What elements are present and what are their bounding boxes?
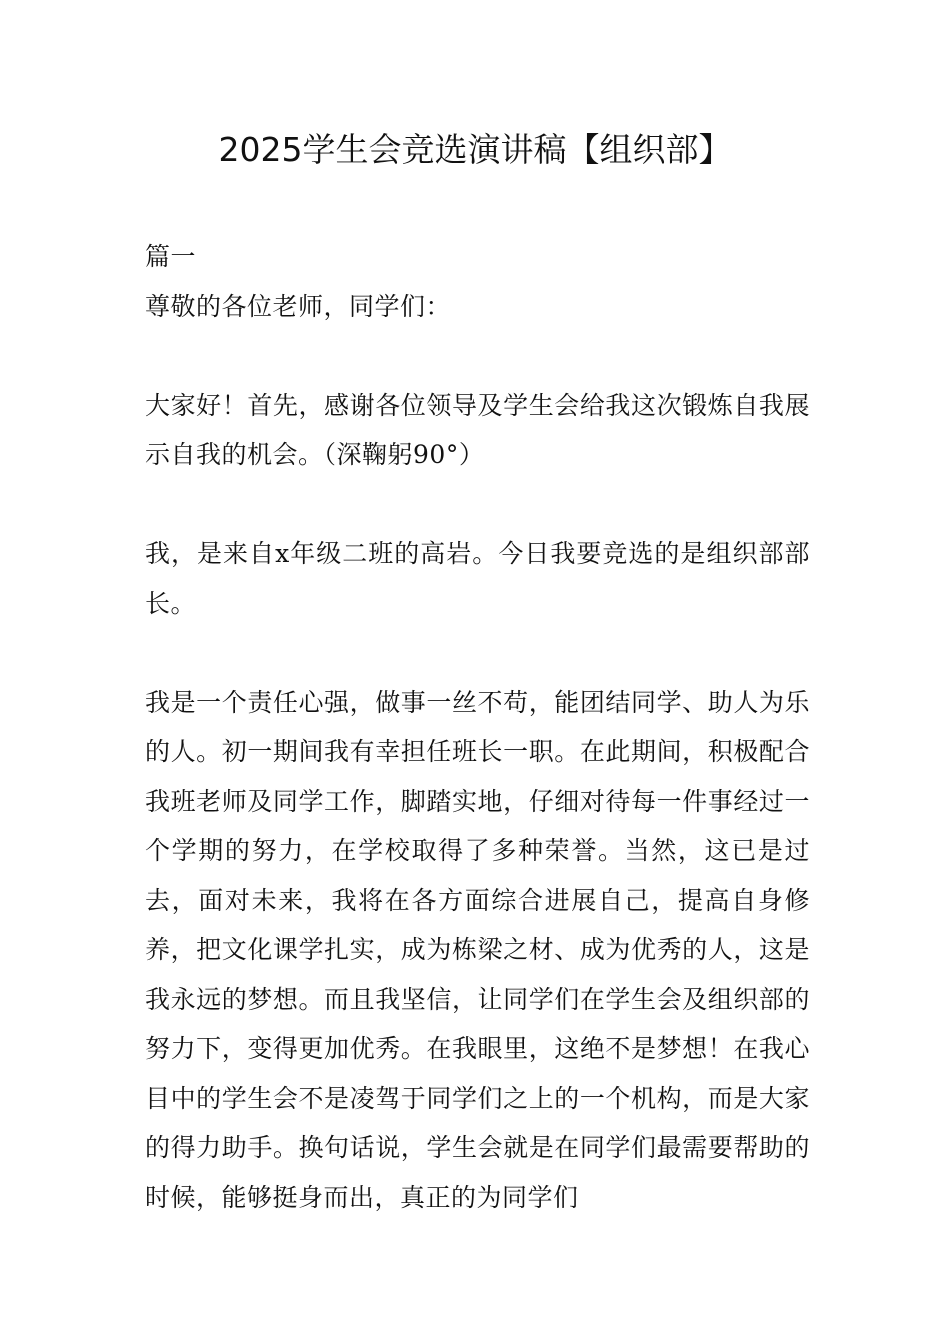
paragraph-spacer (145, 628, 810, 678)
section-label: 篇一 (145, 242, 197, 271)
salutation: 尊敬的各位老师，同学们： (145, 291, 452, 321)
paragraph-spacer (145, 480, 810, 530)
document-title: 2025学生会竞选演讲稿【组织部】 (218, 130, 732, 169)
document-body (145, 232, 810, 1222)
paragraph-spacer (145, 331, 810, 381)
paragraph-greeting: 大家好！首先，感谢各位领导及学生会给我这次锻炼自我展示自我的机会。（深鞠躬90°） (145, 390, 810, 469)
paragraph-introduction: 我，是来自x年级二班的高岩。今日我要竞选的是组织部部长。 (145, 539, 810, 618)
paragraph-main: 我是一个责任心强，做事一丝不苟，能团结同学、助人为乐的人。初一期间我有幸担任班长一职。在此期间，积极配合我班老师及同学工作，脚踏实地，仔细对待每一件事经过一个学期的努力，在学校取得了多种荣誉。当然，这已是过去，面对未来，我将在各方面综合进展自己，提高自身修养，把文化课学扎实，成为栋梁之材、成为优秀的人，这是我永远的梦想。而且我坚信，让同学们在学生会及组织部的努力下，变得更加优秀。在我眼里，这绝不是梦想！在我心目中的学生会不是凌驾于同学们之上的一个机构，而是大家的得力助手。换句话说，学生会就是在同学们最需要帮助的时候，能够挺身而出，真正的为同学们 (145, 687, 810, 1212)
